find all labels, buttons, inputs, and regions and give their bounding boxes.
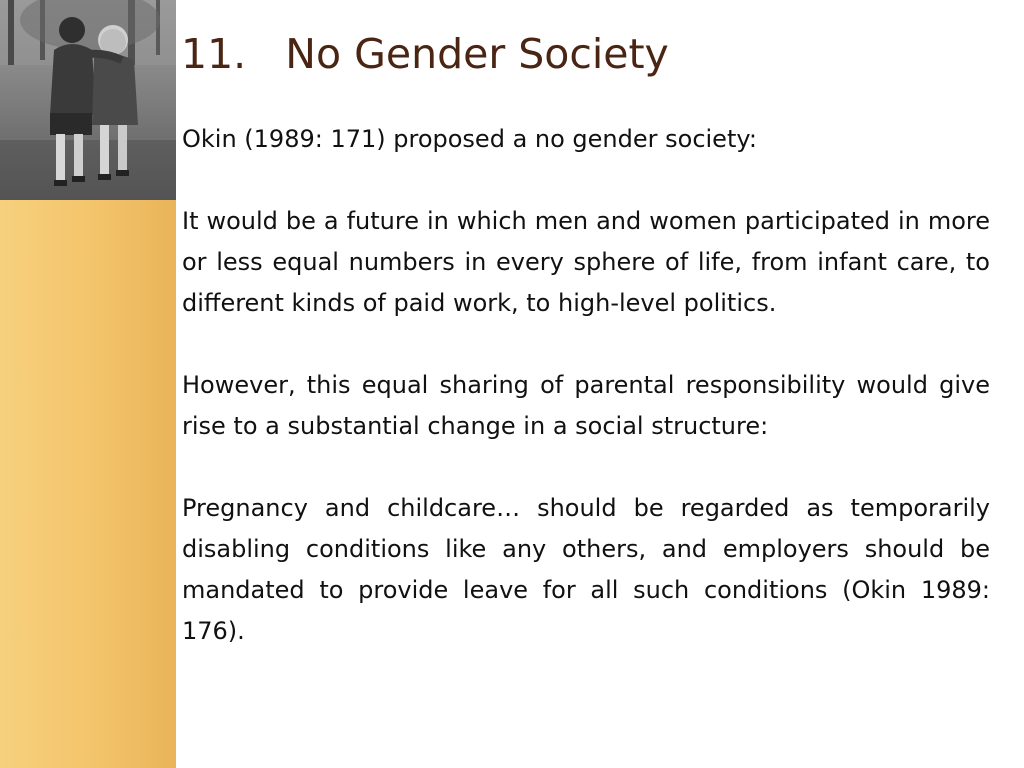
quote-paragraph: It would be a future in which men and women participated in more or less equal numbers in every sphere of life, from infant care, to different kinds of paid work, to high-level politics. [182, 207, 990, 317]
intro-paragraph: Okin (1989: 171) proposed a no gender society: [182, 125, 757, 153]
slide-title: 11. No Gender Society [181, 30, 669, 78]
citation-quote-paragraph: Pregnancy and childcare… should be regarded as temporarily disabling conditions like any others, and employers should be mandated to provide leave for all such conditions (Okin 1989: 176). [182, 494, 990, 645]
children-walking-photo [0, 0, 176, 200]
slide-body [182, 119, 990, 693]
photo-illustration [0, 0, 176, 200]
body-paragraph: However, this equal sharing of parental responsibility would give rise to a substantial change in a social structure: [182, 371, 990, 440]
